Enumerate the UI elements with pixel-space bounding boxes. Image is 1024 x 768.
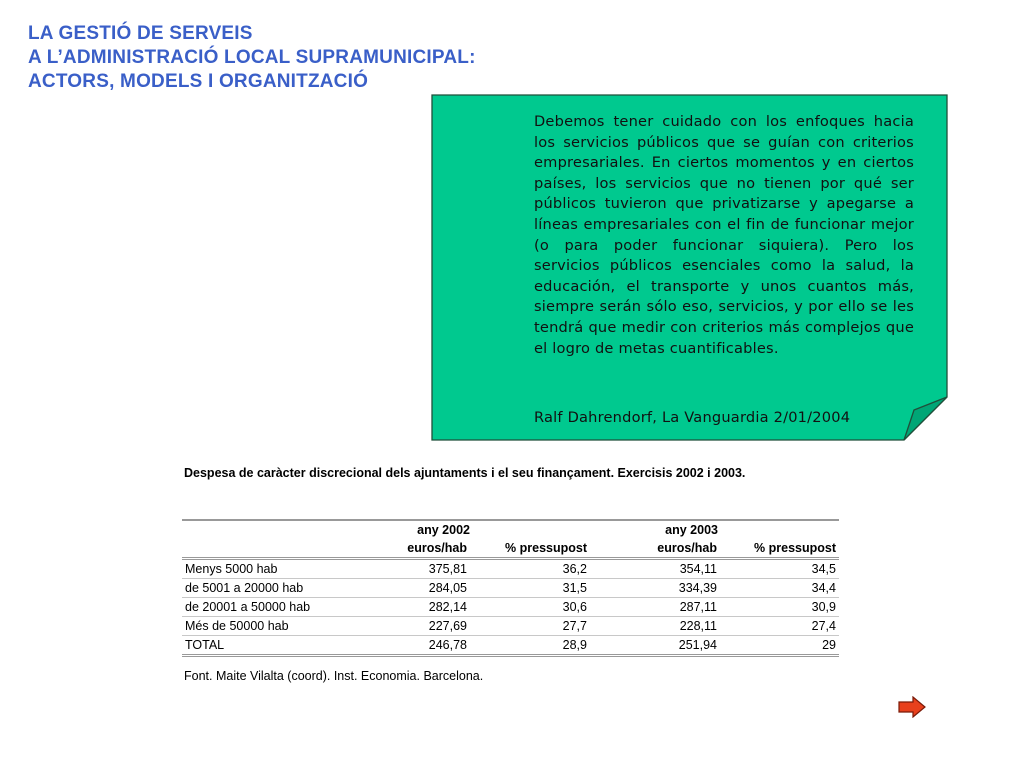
table-row-total bbox=[182, 636, 839, 656]
row-label: de 20001 a 50000 hab bbox=[182, 598, 342, 617]
cell-value: 287,11 bbox=[590, 598, 720, 617]
cell-value: 246,78 bbox=[342, 636, 470, 656]
quote-note bbox=[431, 94, 948, 441]
table-title: Despesa de caràcter discrecional dels ajuntaments i el seu finançament. Exercisis 2002 i 2003. bbox=[184, 466, 746, 480]
row-label: TOTAL bbox=[182, 636, 342, 656]
title-line-1: LA GESTIÓ DE SERVEIS bbox=[28, 23, 253, 44]
row-label: de 5001 a 20000 hab bbox=[182, 579, 342, 598]
title-line-3: ACTORS, MODELS I ORGANITZACIÓ bbox=[28, 71, 369, 92]
cell-value: 27,7 bbox=[470, 617, 590, 636]
header-empty bbox=[182, 520, 342, 539]
header-euros-2002: euros/hab bbox=[342, 539, 470, 559]
cell-value: 228,11 bbox=[590, 617, 720, 636]
quote-text: Debemos tener cuidado con los enfoques hacia los servicios públicos que se guían con criterios empresariales. En ciertos momentos y en ciertos países, los servicios que no tienen por qué ser públicos tuvieron que privatizarse y apegarse a líneas empresariales con el fin de funcionar mejor (o para poder funcionar siquiera). Pero los servicios públicos esenciales como la salud, la educación, el transporte y unos cuantos más, siempre serán sólo eso, servicios, y por ello se les tendrá que medir con criterios más complejos que el logro de metas cuantificables. bbox=[534, 113, 914, 357]
cell-value: 27,4 bbox=[720, 617, 839, 636]
cell-value: 227,69 bbox=[342, 617, 470, 636]
header-euros-2003: euros/hab bbox=[590, 539, 720, 559]
cell-value: 29 bbox=[720, 636, 839, 656]
cell-value: 251,94 bbox=[590, 636, 720, 656]
spending-table bbox=[182, 519, 839, 657]
cell-value: 31,5 bbox=[470, 579, 590, 598]
cell-value: 282,14 bbox=[342, 598, 470, 617]
cell-value: 30,6 bbox=[470, 598, 590, 617]
cell-value: 284,05 bbox=[342, 579, 470, 598]
table-row bbox=[182, 617, 839, 636]
slide-title bbox=[28, 22, 476, 94]
cell-value: 30,9 bbox=[720, 598, 839, 617]
table-header-sub bbox=[182, 539, 839, 559]
header-year-2002: any 2002 bbox=[417, 523, 470, 537]
table-header-years bbox=[182, 520, 839, 539]
right-arrow-icon bbox=[898, 696, 926, 718]
cell-value: 36,2 bbox=[470, 559, 590, 579]
header-pct-2002: % pressupost bbox=[470, 539, 590, 559]
header-year-2003: any 2003 bbox=[665, 523, 718, 537]
cell-value: 34,4 bbox=[720, 579, 839, 598]
cell-value: 354,11 bbox=[590, 559, 720, 579]
cell-value: 34,5 bbox=[720, 559, 839, 579]
cell-value: 375,81 bbox=[342, 559, 470, 579]
header-label-empty bbox=[182, 539, 342, 559]
table-row bbox=[182, 579, 839, 598]
source-note: Font. Maite Vilalta (coord). Inst. Economia. Barcelona. bbox=[184, 669, 484, 683]
header-year-2003-cell bbox=[590, 520, 839, 539]
cell-value: 334,39 bbox=[590, 579, 720, 598]
row-label: Menys 5000 hab bbox=[182, 559, 342, 579]
title-line-2: A L’ADMINISTRACIÓ LOCAL SUPRAMUNICIPAL: bbox=[28, 47, 476, 68]
next-slide-button[interactable] bbox=[898, 696, 926, 718]
table-row bbox=[182, 598, 839, 617]
quote-author: Ralf Dahrendorf, La Vanguardia 2/01/2004 bbox=[534, 409, 851, 426]
header-year-2002-cell bbox=[342, 520, 590, 539]
row-label: Més de 50000 hab bbox=[182, 617, 342, 636]
cell-value: 28,9 bbox=[470, 636, 590, 656]
header-pct-2003: % pressupost bbox=[720, 539, 839, 559]
table-row bbox=[182, 559, 839, 579]
